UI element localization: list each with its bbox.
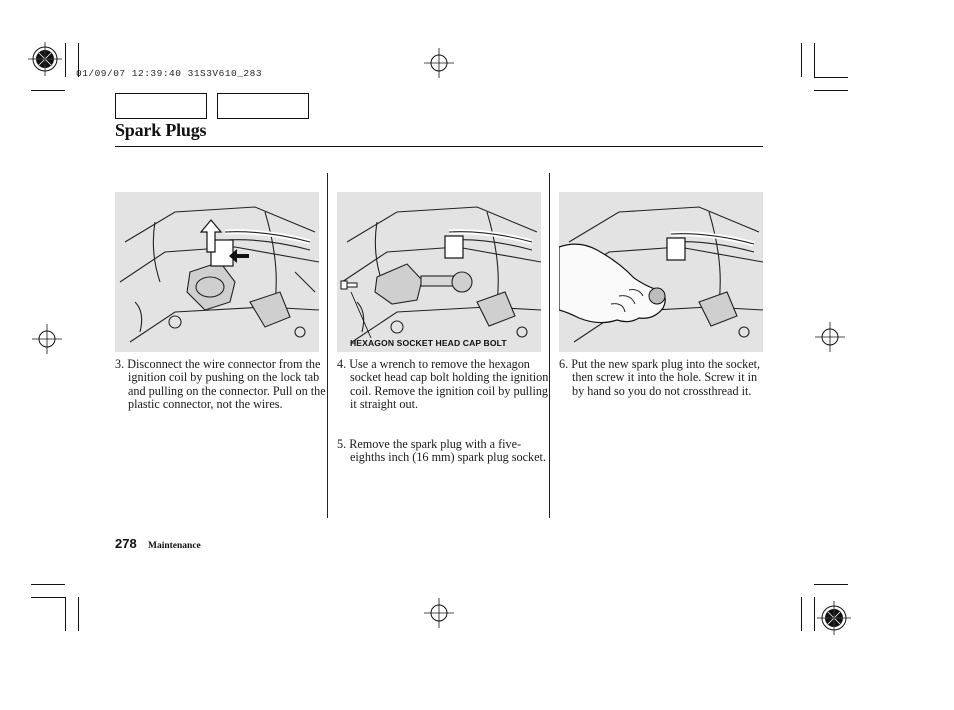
registration-target-icon bbox=[817, 601, 851, 635]
step-3-text: 3. Disconnect the wire connector from the ignition coil by pushing on the lock tab and pulling on the connector. Pull on the plastic connector, not the wires. bbox=[115, 357, 326, 412]
print-stamp: 01/09/07 12:39:40 31S3V610_283 bbox=[76, 68, 263, 79]
illustration-disconnect-connector bbox=[115, 192, 319, 352]
column-divider bbox=[327, 173, 328, 518]
step-4-text: 4. Use a wrench to remove the hexagon socket head cap bolt holding the ignition coil. Remove the ignition coil by pulling it straight out. bbox=[337, 357, 549, 412]
header-tab-box bbox=[217, 93, 309, 119]
page-number: 278 bbox=[115, 536, 137, 551]
title-divider bbox=[115, 146, 763, 147]
header-tab-box bbox=[115, 93, 207, 119]
crosshair-icon bbox=[32, 324, 62, 354]
crosshair-icon bbox=[424, 598, 454, 628]
column-divider bbox=[549, 173, 550, 518]
step-6-text: 6. Put the new spark plug into the socket, then screw it into the hole. Screw it in by hand so you do not crossthread it. bbox=[559, 357, 761, 398]
page-title: Spark Plugs bbox=[115, 120, 207, 140]
crosshair-icon bbox=[815, 322, 845, 352]
crosshair-icon bbox=[424, 48, 454, 78]
illustration-install-plug bbox=[559, 192, 763, 352]
footer-section-name: Maintenance bbox=[148, 541, 201, 551]
registration-target-icon bbox=[28, 42, 62, 76]
step-5-text: 5. Remove the spark plug with a five-eighths inch (16 mm) spark plug socket. bbox=[337, 437, 546, 465]
illustration-remove-coil bbox=[337, 192, 541, 352]
callout-hexagon-bolt: HEXAGON SOCKET HEAD CAP BOLT bbox=[350, 338, 507, 348]
